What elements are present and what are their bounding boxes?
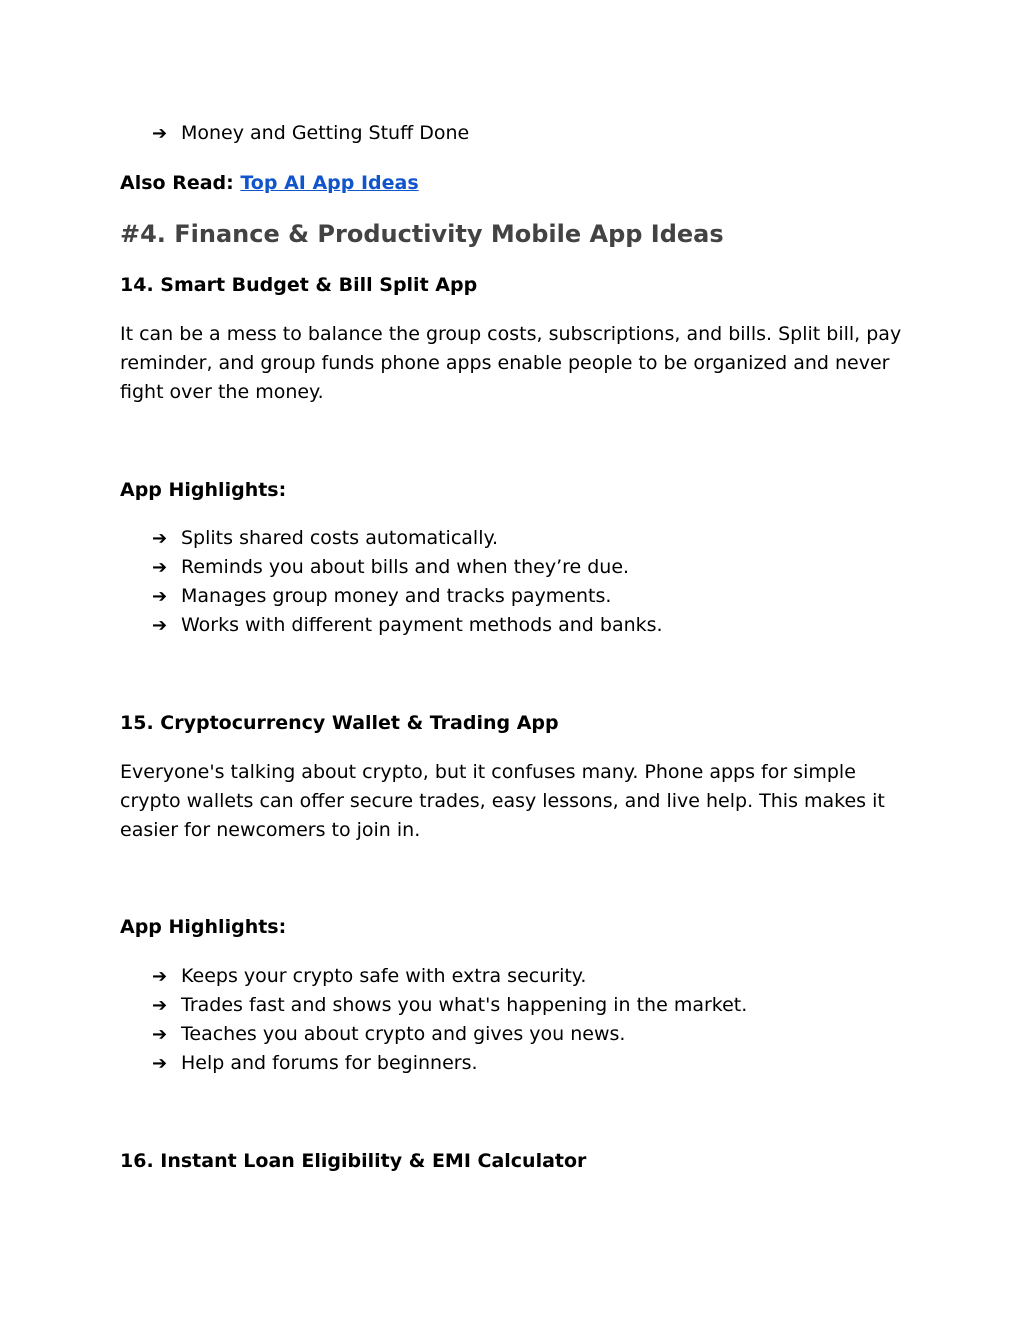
arrow-right-icon: ➔	[152, 1024, 168, 1045]
arrow-right-icon: ➔	[152, 123, 168, 144]
list-item-text: Manages group money and tracks payments.	[181, 585, 612, 607]
also-read	[120, 169, 419, 197]
item-15-highlights	[152, 962, 747, 1078]
list-item	[152, 991, 747, 1020]
also-read-link[interactable]: Top AI App Ideas	[240, 172, 419, 194]
also-read-label: Also Read:	[120, 172, 234, 194]
item-15-title: 15. Cryptocurrency Wallet & Trading App	[120, 712, 559, 734]
list-item	[152, 611, 663, 640]
list-item	[152, 524, 663, 553]
top-bullet-list	[152, 119, 469, 148]
list-item	[152, 962, 747, 991]
arrow-right-icon: ➔	[152, 528, 168, 549]
list-item	[152, 582, 663, 611]
list-item-text: Works with different payment methods and banks.	[181, 614, 663, 636]
list-item-text: Splits shared costs automatically.	[181, 527, 499, 549]
item-14-highlights	[152, 524, 663, 640]
item-15-description: Everyone's talking about crypto, but it confuses many. Phone apps for simple crypto wallets can offer secure trades, easy lessons, and live help. This makes it easier for newcomers to join in.	[120, 761, 885, 841]
list-item-text: Help and forums for beginners.	[181, 1052, 478, 1074]
list-item-text: Teaches you about crypto and gives you news.	[181, 1023, 626, 1045]
item-14-description: It can be a mess to balance the group costs, subscriptions, and bills. Split bill, pay reminder, and group funds phone apps enable people to be organized and never fight over the money.	[120, 323, 902, 403]
list-item-text: Keeps your crypto safe with extra security.	[181, 965, 587, 987]
item-14-highlights-label: App Highlights:	[120, 479, 287, 501]
list-item-text: Reminds you about bills and when they’re due.	[181, 556, 630, 578]
list-item-text: Trades fast and shows you what's happening in the market.	[181, 994, 748, 1016]
arrow-right-icon: ➔	[152, 995, 168, 1016]
arrow-right-icon: ➔	[152, 966, 168, 987]
list-item	[152, 119, 469, 148]
section-heading: #4. Finance & Productivity Mobile App Ideas	[120, 220, 724, 248]
list-item	[152, 1020, 747, 1049]
arrow-right-icon: ➔	[152, 557, 168, 578]
arrow-right-icon: ➔	[152, 1053, 168, 1074]
item-16-title: 16. Instant Loan Eligibility & EMI Calculator	[120, 1150, 587, 1172]
item-15-highlights-label: App Highlights:	[120, 916, 287, 938]
list-item	[152, 553, 663, 582]
list-item-text: Money and Getting Stuff Done	[181, 122, 470, 144]
arrow-right-icon: ➔	[152, 586, 168, 607]
arrow-right-icon: ➔	[152, 615, 168, 636]
list-item	[152, 1049, 747, 1078]
item-14-title: 14. Smart Budget & Bill Split App	[120, 274, 478, 296]
